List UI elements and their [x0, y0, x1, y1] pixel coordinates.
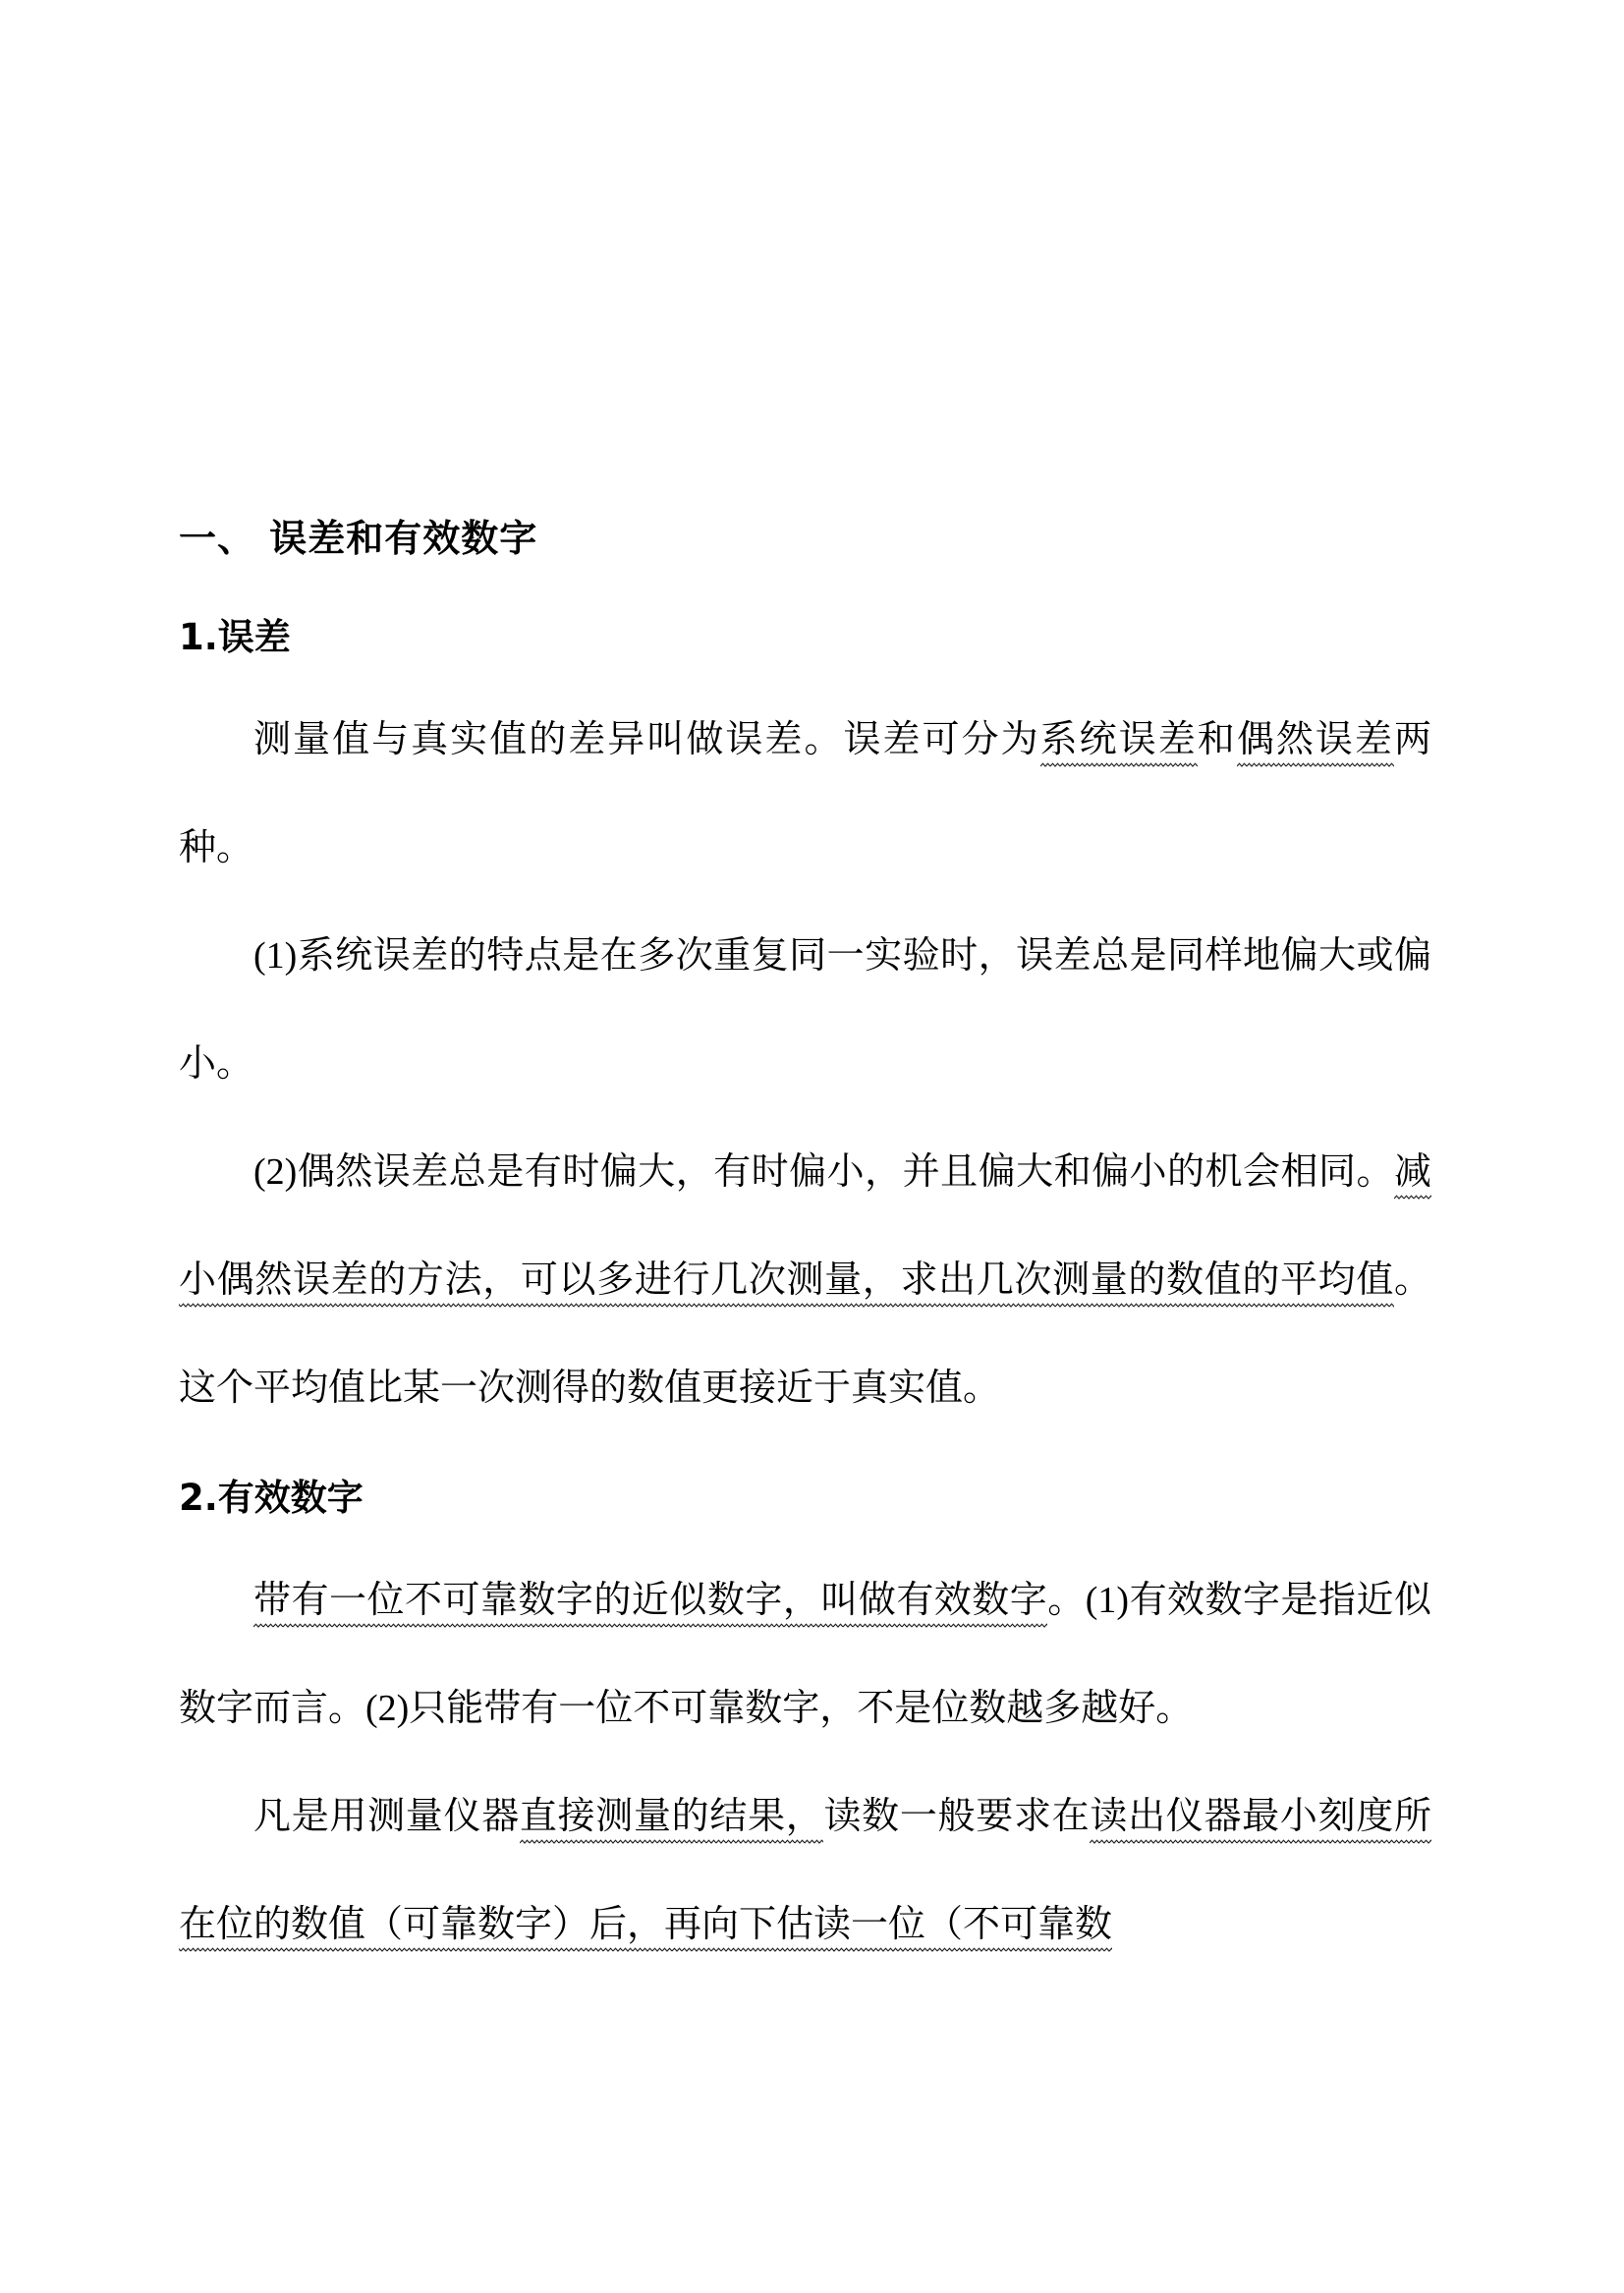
wavy-underlined-term-direct-measurement: 直接测量的结果，	[520, 1796, 824, 1844]
text-segment: 读数一般要求在	[823, 1796, 1091, 1837]
text-segment: 测量值与真实值的差异叫做误差。误差可分为	[253, 719, 1040, 760]
document-body	[179, 511, 1431, 1979]
text-segment: 两种。	[179, 719, 1431, 868]
page-bottom-clip	[0, 2083, 1624, 2293]
page-title: 一、 误差和有效数字	[179, 517, 538, 560]
wavy-underlined-method-reduce-random-error: 减小偶然误差的方法，可以多进行几次测量，求出几次测量的数值的平均值	[179, 1151, 1431, 1308]
wavy-underlined-definition-significant-figures: 带有一位不可靠数字的近似数字，叫做有效数字	[253, 1580, 1047, 1628]
paragraph-significant-figures-definition	[179, 1546, 1431, 1762]
section-heading-1: 1.误差	[179, 616, 291, 658]
text-segment: 。(1)有效数字是指近似数字而言。(2)只能带有一位不可靠数字，不是位数越多越好。	[179, 1580, 1431, 1729]
text-segment: 。这个平均值比某一次测得的数值更接近于真实值。	[179, 1259, 1431, 1409]
text-segment: 凡是用测量仪器	[253, 1796, 520, 1837]
paragraph-random-error-trait	[179, 1118, 1431, 1442]
text-segment: (2)偶然误差总是有时偏大，有时偏小，并且偏大和偏小的机会相同。	[253, 1151, 1394, 1193]
paragraph-instrument-reading-rule	[179, 1762, 1431, 1979]
paragraph-error-definition	[179, 686, 1431, 902]
wavy-underlined-term-random-error: 偶然误差	[1237, 719, 1394, 767]
section-heading-2: 2.有效数字	[179, 1477, 364, 1519]
wavy-underlined-rule-read-smallest-scale: 读出仪器最小刻度所在位的数值（可靠数字）后，再向下估读一位（不可靠数	[179, 1796, 1431, 1952]
paragraph-systematic-error-trait: (1)系统误差的特点是在多次重复同一实验时，误差总是同样地偏大或偏小。	[179, 935, 1431, 1085]
text-segment: 和	[1197, 719, 1237, 760]
wavy-underlined-term-systematic-error: 系统误差	[1040, 719, 1198, 767]
